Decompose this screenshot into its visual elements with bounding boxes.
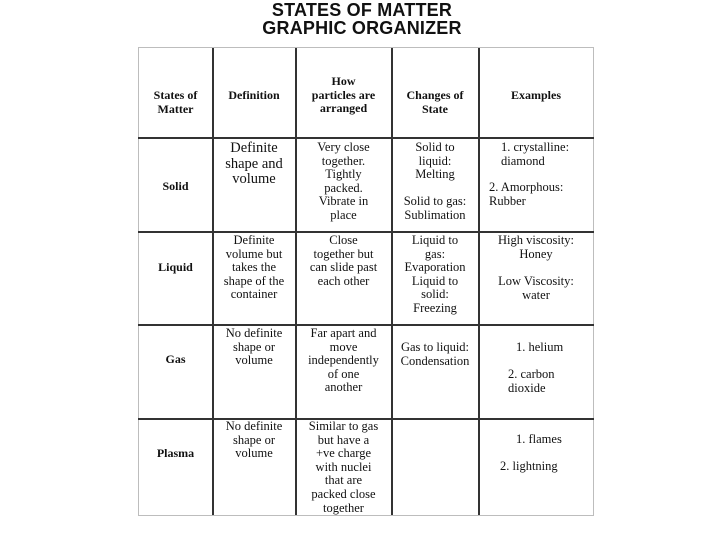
organizer-table [138,47,594,516]
gas-example-1: 1. helium [516,340,564,354]
header-changes: Changes of State [406,88,464,116]
gas-example-2: 2. carbon dioxide [508,367,555,395]
liquid-particles: Close together but can slide past each other [309,233,378,288]
state-solid: Solid [162,179,189,193]
state-plasma: Plasma [156,446,195,460]
header-examples: Examples [510,88,561,102]
liquid-example-2: Low Viscosity: water [498,274,574,302]
solid-example-2: 2. Amorphous: Rubber [489,180,564,208]
header-particles: How particles are arranged [311,74,376,115]
plasma-example-1: 1. flames [516,432,562,446]
state-gas: Gas [165,352,186,366]
gas-particles: Far apart and move independently of one another [308,326,379,395]
row-divider [138,137,594,139]
table-border-top [138,47,594,48]
header-definition: Definition [228,88,280,102]
liquid-definition: Definite volume but takes the shape of the container [223,233,285,302]
solid-example-1: 1. crystalline: diamond [501,140,570,168]
state-liquid: Liquid [158,260,193,274]
solid-changes: Solid to liquid: Melting Solid to gas: Sublimation [403,140,467,222]
gas-definition: No definite shape or volume [225,326,283,368]
table-border-right [593,47,594,516]
page-title-line2: GRAPHIC ORGANIZER [262,18,462,38]
plasma-particles: Similar to gas but have a +ve charge with nuclei that are packed close together [308,419,379,515]
plasma-example-2: 2. lightning [500,459,558,473]
gas-changes: Gas to liquid: Condensation [400,340,470,368]
liquid-changes: Liquid to gas: Evaporation Liquid to solid: Freezing [404,233,466,315]
page-title-line1: STATES OF MATTER [271,0,453,20]
liquid-example-1: High viscosity: Honey [497,233,575,261]
header-states: States of Matter [153,88,198,116]
table-border-left [138,47,139,516]
solid-particles: Very close together. Tightly packed. Vibrate in place [317,140,370,222]
plasma-definition: No definite shape or volume [225,419,283,461]
solid-definition: Definite shape and volume [225,140,283,187]
